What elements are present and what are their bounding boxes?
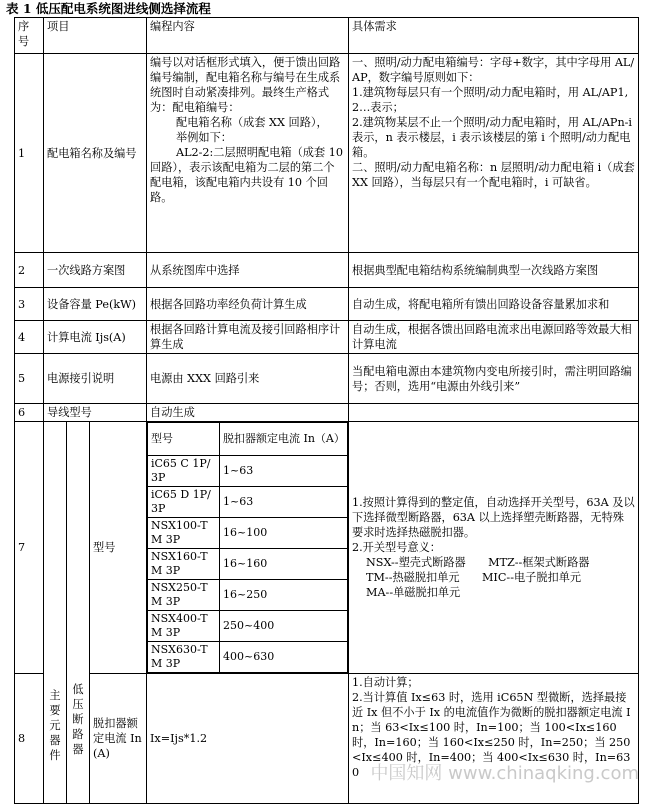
row-content: 根据各回路计算电流及接引回路相序计算生成 — [147, 321, 349, 354]
row-content — [147, 54, 349, 253]
row-item: 脱扣器额定电流 In(A) — [90, 674, 147, 804]
watermark: 中国知网 www.chinaqking.com — [370, 763, 639, 784]
row-item: 配电箱名称及编号 — [44, 54, 147, 253]
row-requirement — [349, 674, 639, 804]
breaker-range: 1~63 — [220, 456, 348, 487]
breaker-row — [148, 580, 348, 611]
row-seq: 7 — [15, 422, 44, 674]
table-row — [15, 354, 639, 404]
row-content: 根据各回路功率经负荷计算生成 — [147, 288, 349, 321]
breaker-range: 16~100 — [220, 518, 348, 549]
header-item: 项目 — [44, 18, 147, 54]
group-main-components — [44, 422, 67, 804]
req-line: 1.自动计算； — [352, 676, 419, 689]
row-requirement — [349, 422, 639, 674]
row-seq: 1 — [15, 54, 44, 253]
table-row — [15, 54, 639, 253]
row-item: 一次线路方案图 — [44, 253, 147, 288]
breaker-model: NSX250-TM 3P — [148, 580, 220, 611]
row-item: 设备容量 Pe(kW) — [44, 288, 147, 321]
breaker-range: 16~160 — [220, 549, 348, 580]
row-seq: 2 — [15, 253, 44, 288]
req-line: 2.建筑物某层不止一个照明/动力配电箱时，用 AL/APn-i 表示，n 表示楼层，i 表示该楼层的第 i 个照明/动力配电箱。 — [352, 116, 633, 159]
breaker-row — [148, 611, 348, 642]
breaker-header-rating: 脱扣器额定电流 In（A） — [220, 423, 348, 456]
row-item: 导线型号 — [44, 404, 147, 422]
content-line: 编号以对话框形式填入，便于馈出回路编号编制，配电箱名称与编号在生成系统图时自动紧凑排列。最终生产格式为：配电箱编号： — [150, 56, 341, 114]
breaker-model: iC65 D 1P/3P — [148, 487, 220, 518]
breaker-range: 16~250 — [220, 580, 348, 611]
table-row — [15, 422, 639, 674]
header-requirement: 具体需求 — [349, 18, 639, 54]
breaker-row — [148, 518, 348, 549]
row-seq: 6 — [15, 404, 44, 422]
breaker-model-cell — [147, 422, 349, 674]
breaker-model-table — [147, 422, 348, 673]
breaker-model: NSX630-TM 3P — [148, 642, 220, 673]
header-content: 编程内容 — [147, 18, 349, 54]
req-line: TM--热磁脱扣单元 MIC--电子脱扣单元 — [366, 571, 582, 584]
breaker-model: NSX160-TM 3P — [148, 549, 220, 580]
table-row — [15, 674, 639, 804]
req-line: 1.按照计算得到的整定值，自动选择开关型号，63A 及以下选择微型断路器，63A 以上选择塑壳断路器，无特殊要求时选择热磁脱扣器。 — [352, 496, 635, 539]
breaker-range: 250~400 — [220, 611, 348, 642]
table-header-row — [15, 18, 639, 54]
breaker-range: 400~630 — [220, 642, 348, 673]
req-line: 二、照明/动力配电箱名称：n 层照明/动力配电箱 i（成套 XX 回路），当每层只有一个配电箱时，i 可缺省。 — [352, 161, 635, 189]
req-line: 2.当计算值 Ix≤63 时，选用 iC65N 型微断，选择最接近 Ix 但不小于 Ix 的电流值作为微断的脱扣器额定电流 In；当 63<Ix≤100 时，In=100；当 100<Ix≤160 时，In=160；当 160<Ix≤250 时，In=250；当 250<Ix≤400 时，In=400；当 400<Ix≤630 时，In=630 — [352, 691, 631, 779]
selection-flow-table — [14, 17, 639, 804]
row-seq: 3 — [15, 288, 44, 321]
row-seq: 5 — [15, 354, 44, 404]
req-line: MA--单磁脱扣单元 — [366, 586, 461, 599]
breaker-model: iC65 C 1P/3P — [148, 456, 220, 487]
req-line: 一、照明/动力配电箱编号：字母+数字，其中字母用 AL/AP，数字编号原则如下： — [352, 56, 635, 84]
header-seq: 序号 — [15, 18, 44, 54]
breaker-row — [148, 487, 348, 518]
row-item: 电源接引说明 — [44, 354, 147, 404]
content-line: 配电箱名称（成套 XX 回路）， — [176, 116, 328, 129]
breaker-model: NSX100-TM 3P — [148, 518, 220, 549]
row-seq: 8 — [15, 674, 44, 804]
breaker-row — [148, 456, 348, 487]
row-item: 计算电流 Ijs(A) — [44, 321, 147, 354]
group-label: 低 压 断 路 器 — [72, 683, 84, 756]
breaker-model: NSX400-TM 3P — [148, 611, 220, 642]
row-content: 从系统图库中选择 — [147, 253, 349, 288]
row-requirement — [349, 404, 639, 422]
breaker-range: 1~63 — [220, 487, 348, 518]
group-label: 主 要 元 器 件 — [49, 689, 61, 762]
group-low-voltage-breaker — [67, 422, 90, 804]
breaker-header-row — [148, 423, 348, 456]
row-requirement: 自动生成，根据各馈出回路电流求出电源回路等效最大相计算电流 — [349, 321, 639, 354]
row-requirement: 当配电箱电源由本建筑物内变电所接引时，需注明回路编号；否则，选用“电源由外线引来” — [349, 354, 639, 404]
table-row — [15, 404, 639, 422]
req-line: NSX--塑壳式断路器 MTZ--框架式断路器 — [366, 556, 590, 569]
row-content: 电源由 XXX 回路引来 — [147, 354, 349, 404]
row-requirement — [349, 54, 639, 253]
table-row — [15, 253, 639, 288]
table-row — [15, 288, 639, 321]
table-row — [15, 321, 639, 354]
row-content: 自动生成 — [147, 404, 349, 422]
req-line: 1.建筑物每层只有一个照明/动力配电箱时，用 AL/AP1,2…表示； — [352, 86, 629, 114]
breaker-row — [148, 549, 348, 580]
row-content: Ix=Ijs*1.2 — [147, 674, 349, 804]
row-requirement: 自动生成，将配电箱所有馈出回路设备容量累加求和 — [349, 288, 639, 321]
row-item: 型号 — [90, 422, 147, 674]
breaker-header-model: 型号 — [148, 423, 220, 456]
content-line: AL2-2:二层照明配电箱（成套 10 回路），表示该配电箱为二层的第二个配电箱，该配电箱内共设有 10 个回路。 — [150, 146, 343, 204]
content-line: 举例如下： — [176, 131, 232, 144]
req-line: 2.开关型号意义： — [352, 541, 441, 554]
row-seq: 4 — [15, 321, 44, 354]
breaker-row — [148, 642, 348, 673]
row-requirement: 根据典型配电箱结构系统编制典型一次线路方案图 — [349, 253, 639, 288]
table-title: 表 1 低压配电系统图进线侧选择流程 — [6, 1, 211, 16]
